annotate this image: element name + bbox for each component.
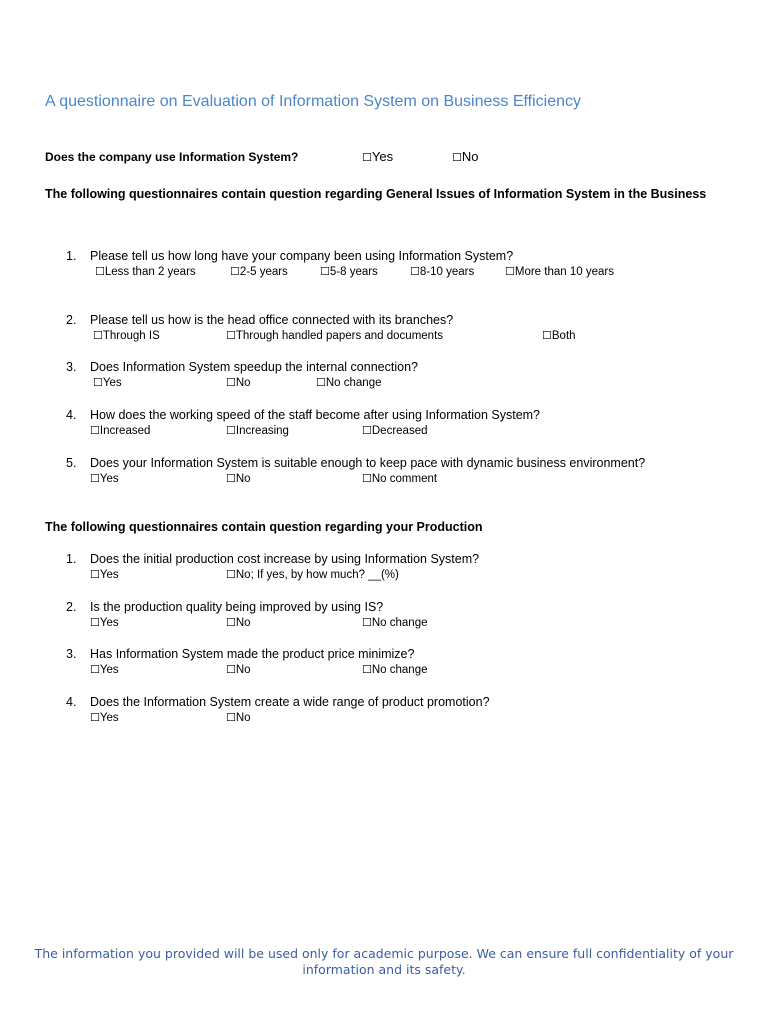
checkbox-icon[interactable]: ☐ bbox=[226, 472, 236, 485]
option-label: No comment bbox=[371, 473, 438, 485]
answer-option[interactable] bbox=[542, 329, 576, 342]
answer-option[interactable] bbox=[362, 424, 428, 437]
answer-option[interactable] bbox=[226, 472, 251, 485]
option-label: No; If yes, by how much? __(%) bbox=[235, 569, 399, 581]
question-number: 2. bbox=[66, 600, 77, 614]
option-label: Less than 2 years bbox=[104, 266, 196, 278]
option-label: Yes bbox=[371, 149, 394, 164]
intro-option-yes[interactable] bbox=[362, 149, 393, 164]
option-label: No change bbox=[371, 617, 428, 629]
question-text: How does the working speed of the staff become after using Information System? bbox=[90, 408, 541, 422]
question-text: Please tell us how long have your company been using Information System? bbox=[90, 249, 514, 263]
option-label: No bbox=[235, 473, 251, 485]
checkbox-icon[interactable]: ☐ bbox=[362, 616, 372, 629]
answer-option[interactable] bbox=[93, 376, 122, 389]
option-label: Increased bbox=[99, 425, 151, 437]
option-label: Decreased bbox=[371, 425, 428, 437]
answer-option[interactable] bbox=[95, 265, 196, 278]
answer-option[interactable] bbox=[90, 472, 119, 485]
checkbox-icon[interactable]: ☐ bbox=[90, 472, 100, 485]
checkbox-icon[interactable]: ☐ bbox=[226, 711, 236, 724]
question-text: Please tell us how is the head office connected with its branches? bbox=[90, 313, 454, 327]
option-label: 5-8 years bbox=[329, 266, 378, 278]
option-label: Both bbox=[551, 330, 576, 342]
answer-option[interactable] bbox=[362, 472, 437, 485]
checkbox-icon[interactable]: ☐ bbox=[90, 568, 100, 581]
option-label: Yes bbox=[99, 617, 119, 629]
option-label: 8-10 years bbox=[419, 266, 475, 278]
question-number: 5. bbox=[66, 456, 77, 470]
intro-option-no[interactable] bbox=[452, 149, 479, 164]
answer-option[interactable] bbox=[226, 568, 399, 581]
checkbox-icon[interactable]: ☐ bbox=[93, 376, 103, 389]
answer-option[interactable] bbox=[410, 265, 474, 278]
question-text: Does the initial production cost increase by using Information System? bbox=[90, 552, 480, 566]
option-label: No bbox=[235, 377, 251, 389]
question-number: 1. bbox=[66, 552, 77, 566]
answer-option[interactable] bbox=[93, 329, 160, 342]
question-number: 3. bbox=[66, 647, 77, 661]
section-heading-general: The following questionnaires contain question regarding General Issues of Information System in the Business bbox=[45, 187, 707, 201]
checkbox-icon[interactable]: ☐ bbox=[226, 376, 236, 389]
option-label: Yes bbox=[99, 712, 119, 724]
answer-option[interactable] bbox=[226, 329, 443, 342]
answer-option[interactable] bbox=[362, 616, 428, 629]
checkbox-icon[interactable]: ☐ bbox=[93, 329, 103, 342]
question-number: 1. bbox=[66, 249, 77, 263]
checkbox-icon[interactable]: ☐ bbox=[542, 329, 552, 342]
checkbox-icon[interactable]: ☐ bbox=[362, 424, 372, 437]
question-number: 4. bbox=[66, 695, 77, 709]
option-label: Through IS bbox=[102, 330, 160, 342]
answer-option[interactable] bbox=[320, 265, 378, 278]
question-number: 3. bbox=[66, 360, 77, 374]
answer-option[interactable] bbox=[226, 376, 251, 389]
checkbox-icon[interactable]: ☐ bbox=[362, 663, 372, 676]
question-text: Is the production quality being improved by using IS? bbox=[90, 600, 384, 614]
option-label: No bbox=[235, 617, 251, 629]
answer-option[interactable] bbox=[226, 663, 251, 676]
checkbox-icon[interactable]: ☐ bbox=[90, 424, 100, 437]
question-number: 2. bbox=[66, 313, 77, 327]
answer-option[interactable] bbox=[226, 711, 251, 724]
option-label: More than 10 years bbox=[514, 266, 614, 278]
option-label: No bbox=[461, 149, 479, 164]
question-number: 4. bbox=[66, 408, 77, 422]
answer-option[interactable] bbox=[90, 711, 119, 724]
option-label: No bbox=[235, 712, 251, 724]
checkbox-icon[interactable]: ☐ bbox=[90, 663, 100, 676]
answer-option[interactable] bbox=[316, 376, 382, 389]
checkbox-icon[interactable]: ☐ bbox=[226, 663, 236, 676]
page-title: A questionnaire on Evaluation of Information System on Business Efficiency bbox=[45, 93, 582, 110]
answer-option[interactable] bbox=[226, 616, 251, 629]
answer-option[interactable] bbox=[226, 424, 289, 437]
checkbox-icon[interactable]: ☐ bbox=[362, 151, 372, 164]
answer-option[interactable] bbox=[90, 663, 119, 676]
checkbox-icon[interactable]: ☐ bbox=[226, 424, 236, 437]
option-label: No bbox=[235, 664, 251, 676]
option-label: Yes bbox=[99, 664, 119, 676]
intro-question: Does the company use Information System? bbox=[45, 150, 299, 164]
answer-option[interactable] bbox=[90, 616, 119, 629]
checkbox-icon[interactable]: ☐ bbox=[95, 265, 105, 278]
question-text: Does your Information System is suitable enough to keep pace with dynamic business environment? bbox=[90, 456, 646, 470]
option-label: Yes bbox=[99, 473, 119, 485]
checkbox-icon[interactable]: ☐ bbox=[316, 376, 326, 389]
section-heading-production: The following questionnaires contain question regarding your Production bbox=[45, 520, 483, 534]
checkbox-icon[interactable]: ☐ bbox=[90, 711, 100, 724]
question-text: Does the Information System create a wide range of product promotion? bbox=[90, 695, 490, 709]
checkbox-icon[interactable]: ☐ bbox=[226, 568, 236, 581]
checkbox-icon[interactable]: ☐ bbox=[230, 265, 240, 278]
option-label: Increasing bbox=[235, 425, 289, 437]
option-label: 2-5 years bbox=[239, 266, 288, 278]
answer-option[interactable] bbox=[90, 424, 150, 437]
confidentiality-note: The information you provided will be used only for academic purpose. We can ensure full confidentiality of your information and its safety. bbox=[34, 946, 734, 977]
option-label: Yes bbox=[102, 377, 122, 389]
checkbox-icon[interactable]: ☐ bbox=[452, 151, 462, 164]
checkbox-icon[interactable]: ☐ bbox=[320, 265, 330, 278]
answer-option[interactable] bbox=[362, 663, 428, 676]
checkbox-icon[interactable]: ☐ bbox=[362, 472, 372, 485]
option-label: No change bbox=[325, 377, 382, 389]
option-label: Through handled papers and documents bbox=[235, 330, 444, 342]
checkbox-icon[interactable]: ☐ bbox=[226, 329, 236, 342]
option-label: No change bbox=[371, 664, 428, 676]
question-text: Has Information System made the product price minimize? bbox=[90, 647, 415, 661]
checkbox-icon[interactable]: ☐ bbox=[410, 265, 420, 278]
checkbox-icon[interactable]: ☐ bbox=[90, 616, 100, 629]
question-text: Does Information System speedup the internal connection? bbox=[90, 360, 418, 374]
answer-option[interactable] bbox=[90, 568, 119, 581]
answer-option[interactable] bbox=[230, 265, 288, 278]
answer-option[interactable] bbox=[505, 265, 614, 278]
checkbox-icon[interactable]: ☐ bbox=[226, 616, 236, 629]
option-label: Yes bbox=[99, 569, 119, 581]
checkbox-icon[interactable]: ☐ bbox=[505, 265, 515, 278]
